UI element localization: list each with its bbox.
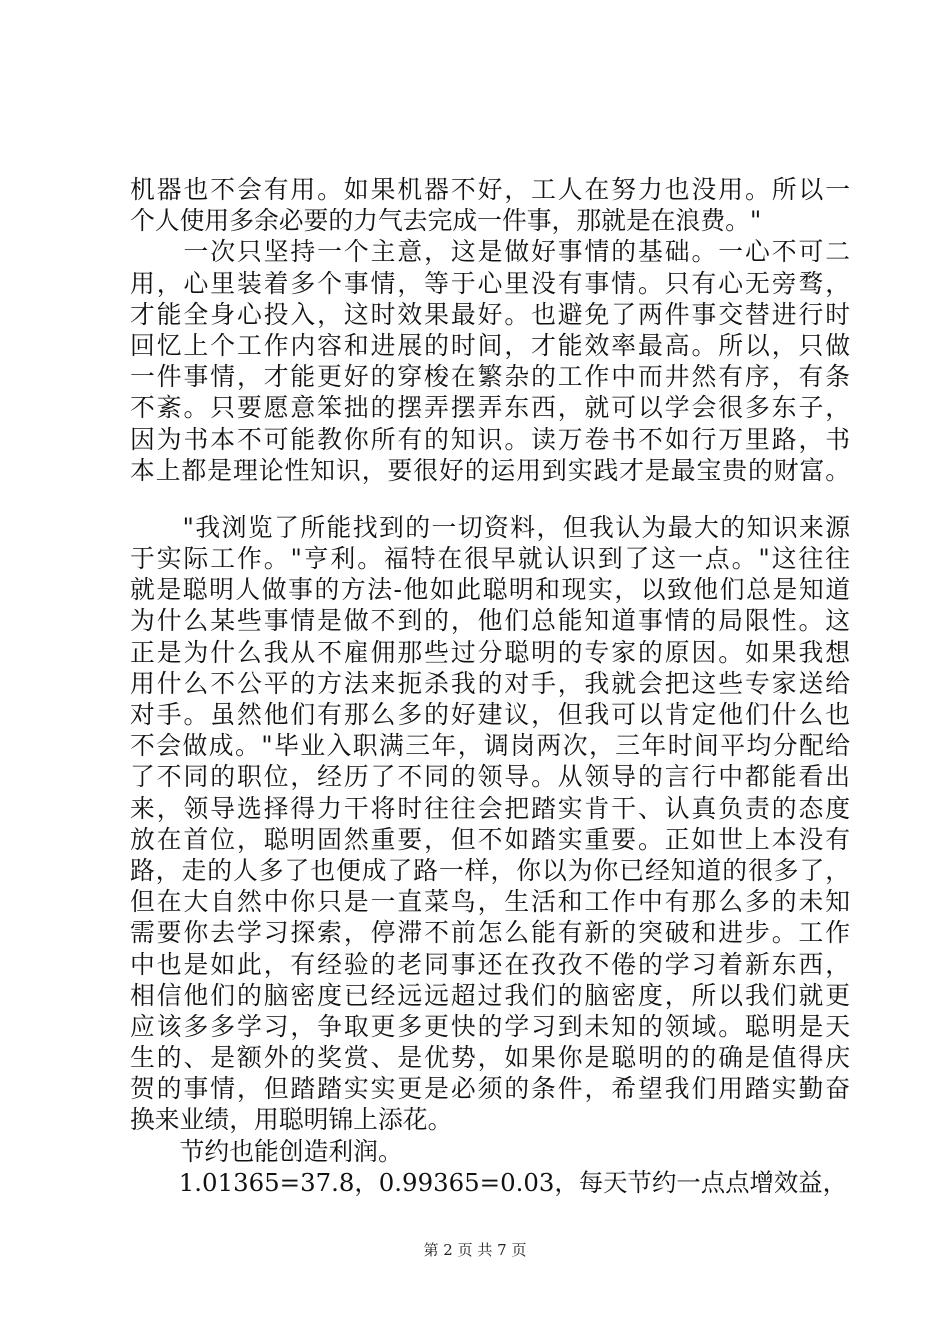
text-line: 应该多多学习，争取更多更快的学习到未知的领域。聪明是天 (130, 1011, 850, 1041)
text-line: 一次只坚持一个主意，这是做好事情的基础。一心不可二 (130, 237, 850, 267)
paragraph-gap (130, 486, 850, 512)
text-line: 用什么不公平的方法来扼杀我的对手，我就会把这些专家送给 (130, 668, 850, 698)
paragraph (130, 512, 850, 1136)
text-line: 本上都是理论性知识，要很好的运用到实践才是最宝贵的财富。 (130, 455, 850, 485)
text-line: 但在大自然中你只是一直菜鸟，生活和工作中有那么多的未知 (130, 887, 850, 917)
text-line: 为什么某些事情是做不到的，他们总能知道事情的局限性。这 (130, 606, 850, 636)
text-line: 相信他们的脑密度已经远远超过我们的脑密度，所以我们就更 (130, 980, 850, 1010)
text-line: 就是聪明人做事的方法-他如此聪明和现实，以致他们总是知道 (130, 575, 850, 605)
text-line: 需要你去学习探索，停滞不前怎么能有新的突破和进步。工作 (130, 918, 850, 948)
text-line: 中也是如此，有经验的老同事还在孜孜不倦的学习着新东西， (130, 949, 850, 979)
text-line: 于实际工作。"亨利。福特在很早就认识到了这一点。"这往往 (130, 544, 850, 574)
paragraph (130, 236, 850, 486)
text-line: 对手。虽然他们有那么多的好建议，但我可以肯定他们什么也 (130, 700, 850, 729)
text-line: 因为书本不可能教你所有的知识。读万卷书不如行万里路，书 (130, 424, 850, 454)
text-line: 放在首位，聪明固然重要，但不如踏实重要。正如世上本没有 (130, 824, 850, 854)
page-number-footer: 第 2 页 共 7 页 (423, 1241, 527, 1259)
paragraph (130, 1136, 850, 1167)
text-line: 1.01365=37.8，0.99365=0.03，每天节约一点点增效益， (130, 1167, 848, 1197)
text-line: 节约也能创造利润。 (130, 1136, 403, 1166)
text-line: 正是为什么我从不雇佣那些过分聪明的专家的原因。如果我想 (130, 637, 850, 667)
text-line: 生的、是额外的奖赏、是优势，如果你是聪明的的确是值得庆 (130, 1043, 850, 1073)
text-line: 才能全身心投入，这时效果最好。也避免了两件事交替进行时 (130, 299, 850, 329)
text-line: 换来业绩，用聪明锦上添花。 (130, 1105, 453, 1135)
paragraph (130, 174, 850, 236)
text-line: 个人使用多余必要的力气去完成一件事，那就是在浪费。" (130, 206, 762, 236)
text-line: 用，心里装着多个事情，等于心里没有事情。只有心无旁骛， (130, 268, 850, 298)
text-line: 一件事情，才能更好的穿梭在繁杂的工作中而井然有序，有条 (130, 362, 850, 392)
text-line: 回忆上个工作内容和进展的时间，才能效率最高。所以，只做 (130, 330, 850, 360)
text-line: 不紊。只要愿意笨拙的摆弄摆弄东西，就可以学会很多东子， (130, 393, 850, 423)
text-line: 机器也不会有用。如果机器不好，工人在努力也没用。所以一 (130, 175, 850, 204)
text-line: 不会做成。"毕业入职满三年，调岗两次，三年时间平均分配给 (130, 731, 850, 761)
text-line: "我浏览了所能找到的一切资料，但我认为最大的知识来源 (130, 512, 850, 542)
paragraph (130, 1167, 850, 1198)
text-line: 来，领导选择得力干将时往往会把踏实肯干、认真负责的态度 (130, 793, 850, 823)
text-line: 了不同的职位，经历了不同的领导。从领导的言行中都能看出 (130, 762, 850, 792)
document-body (130, 174, 850, 1198)
text-line: 路，走的人多了也便成了路一样，你以为你已经知道的很多了， (130, 855, 850, 885)
text-line: 贺的事情，但踏踏实实更是必须的条件，希望我们用踏实勤奋 (130, 1074, 850, 1104)
